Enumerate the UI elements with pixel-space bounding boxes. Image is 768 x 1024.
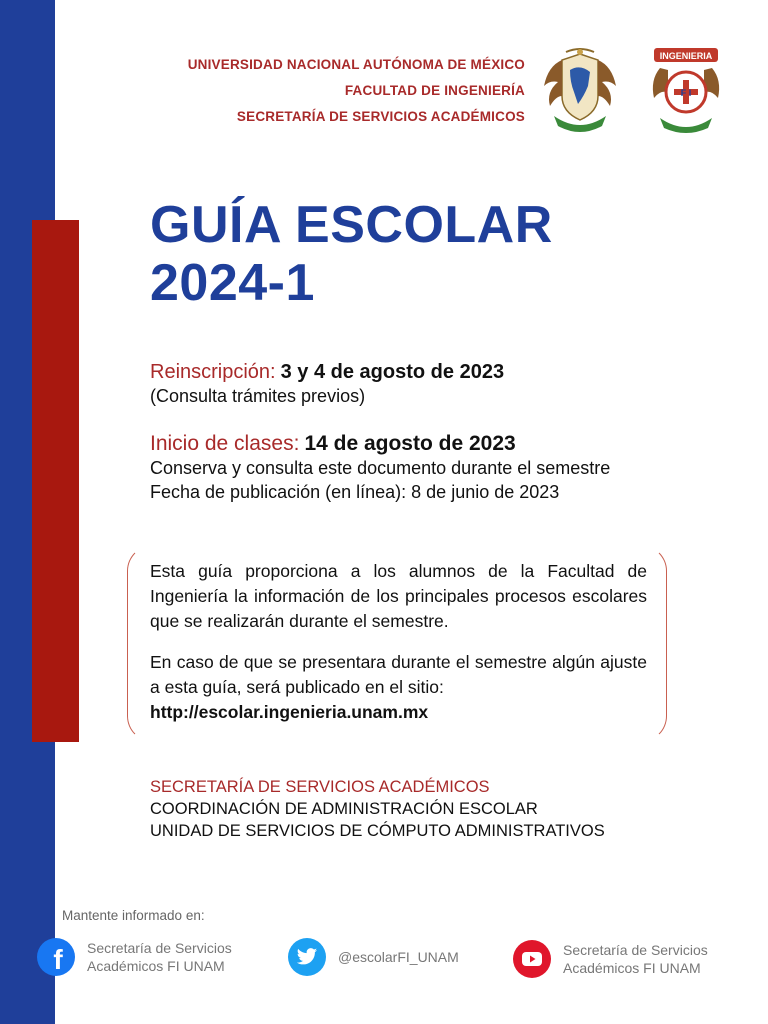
twitter-icon <box>288 938 326 976</box>
left-red-band <box>32 220 79 742</box>
institution-header <box>188 52 525 130</box>
class-start-block <box>150 432 690 504</box>
youtube-label-line-2: Académicos FI UNAM <box>563 960 701 976</box>
unam-seal-logo <box>540 46 620 136</box>
publication-date-note: Fecha de publicación (en línea): 8 de junio de 2023 <box>150 482 560 502</box>
document-title <box>150 196 553 312</box>
department-computing-unit: UNIDAD DE SERVICIOS DE CÓMPUTO ADMINISTRATIVOS <box>150 822 605 840</box>
notice-paragraph-2: En caso de que se presentara durante el semestre algún ajuste a esta guía, será publicado en el sitio: <box>150 652 647 697</box>
youtube-icon <box>513 940 551 978</box>
department-secretariat: SECRETARÍA DE SERVICIOS ACADÉMICOS <box>150 778 490 796</box>
facebook-label-line-1: Secretaría de Servicios <box>87 940 232 956</box>
faculty-name: FACULTAD DE INGENIERÍA <box>344 83 525 98</box>
title-line-2: 2024-1 <box>150 254 315 312</box>
escolar-site-link[interactable]: http://escolar.ingenieria.unam.mx <box>150 702 429 722</box>
youtube-link[interactable] <box>513 940 708 978</box>
facebook-label-line-2: Académicos FI UNAM <box>87 958 225 974</box>
notice-paragraph-1: Esta guía proporciona a los alumnos de la Facultad de Ingeniería la información de los principales procesos escolares que se realizarán durante el semestre. <box>150 561 647 631</box>
ingenieria-seal-logo <box>646 46 726 136</box>
class-start-date: 14 de agosto de 2023 <box>304 432 516 455</box>
keep-document-note: Conserva y consulta este documento durante el semestre <box>150 458 611 478</box>
stay-informed-label: Mantente informado en: <box>62 908 205 923</box>
facebook-link[interactable] <box>37 938 232 976</box>
facebook-icon <box>37 938 75 976</box>
svg-text:f: f <box>53 944 63 975</box>
secretariat-name: SECRETARÍA DE SERVICIOS ACADÉMICOS <box>236 109 525 124</box>
reinscription-note: (Consulta trámites previos) <box>150 386 366 406</box>
twitter-handle: @escolarFI_UNAM <box>338 949 459 965</box>
university-name: UNIVERSIDAD NACIONAL AUTÓNOMA DE MÉXICO <box>187 57 525 72</box>
departments-block <box>150 776 605 842</box>
reinscription-date: 3 y 4 de agosto de 2023 <box>280 361 505 383</box>
youtube-label-line-1: Secretaría de Servicios <box>563 942 708 958</box>
seal-letters: F I <box>680 88 692 98</box>
seal-banner-text: INGENIERIA <box>659 51 713 61</box>
notice-text <box>150 559 647 725</box>
department-coordination: COORDINACIÓN DE ADMINISTRACIÓN ESCOLAR <box>150 800 538 818</box>
title-line-1: GUÍA ESCOLAR <box>150 196 553 254</box>
twitter-link[interactable] <box>288 938 459 976</box>
reinscription-label: Reinscripción: <box>150 361 276 383</box>
reinscription-block <box>150 360 690 408</box>
class-start-label: Inicio de clases: <box>150 432 300 455</box>
